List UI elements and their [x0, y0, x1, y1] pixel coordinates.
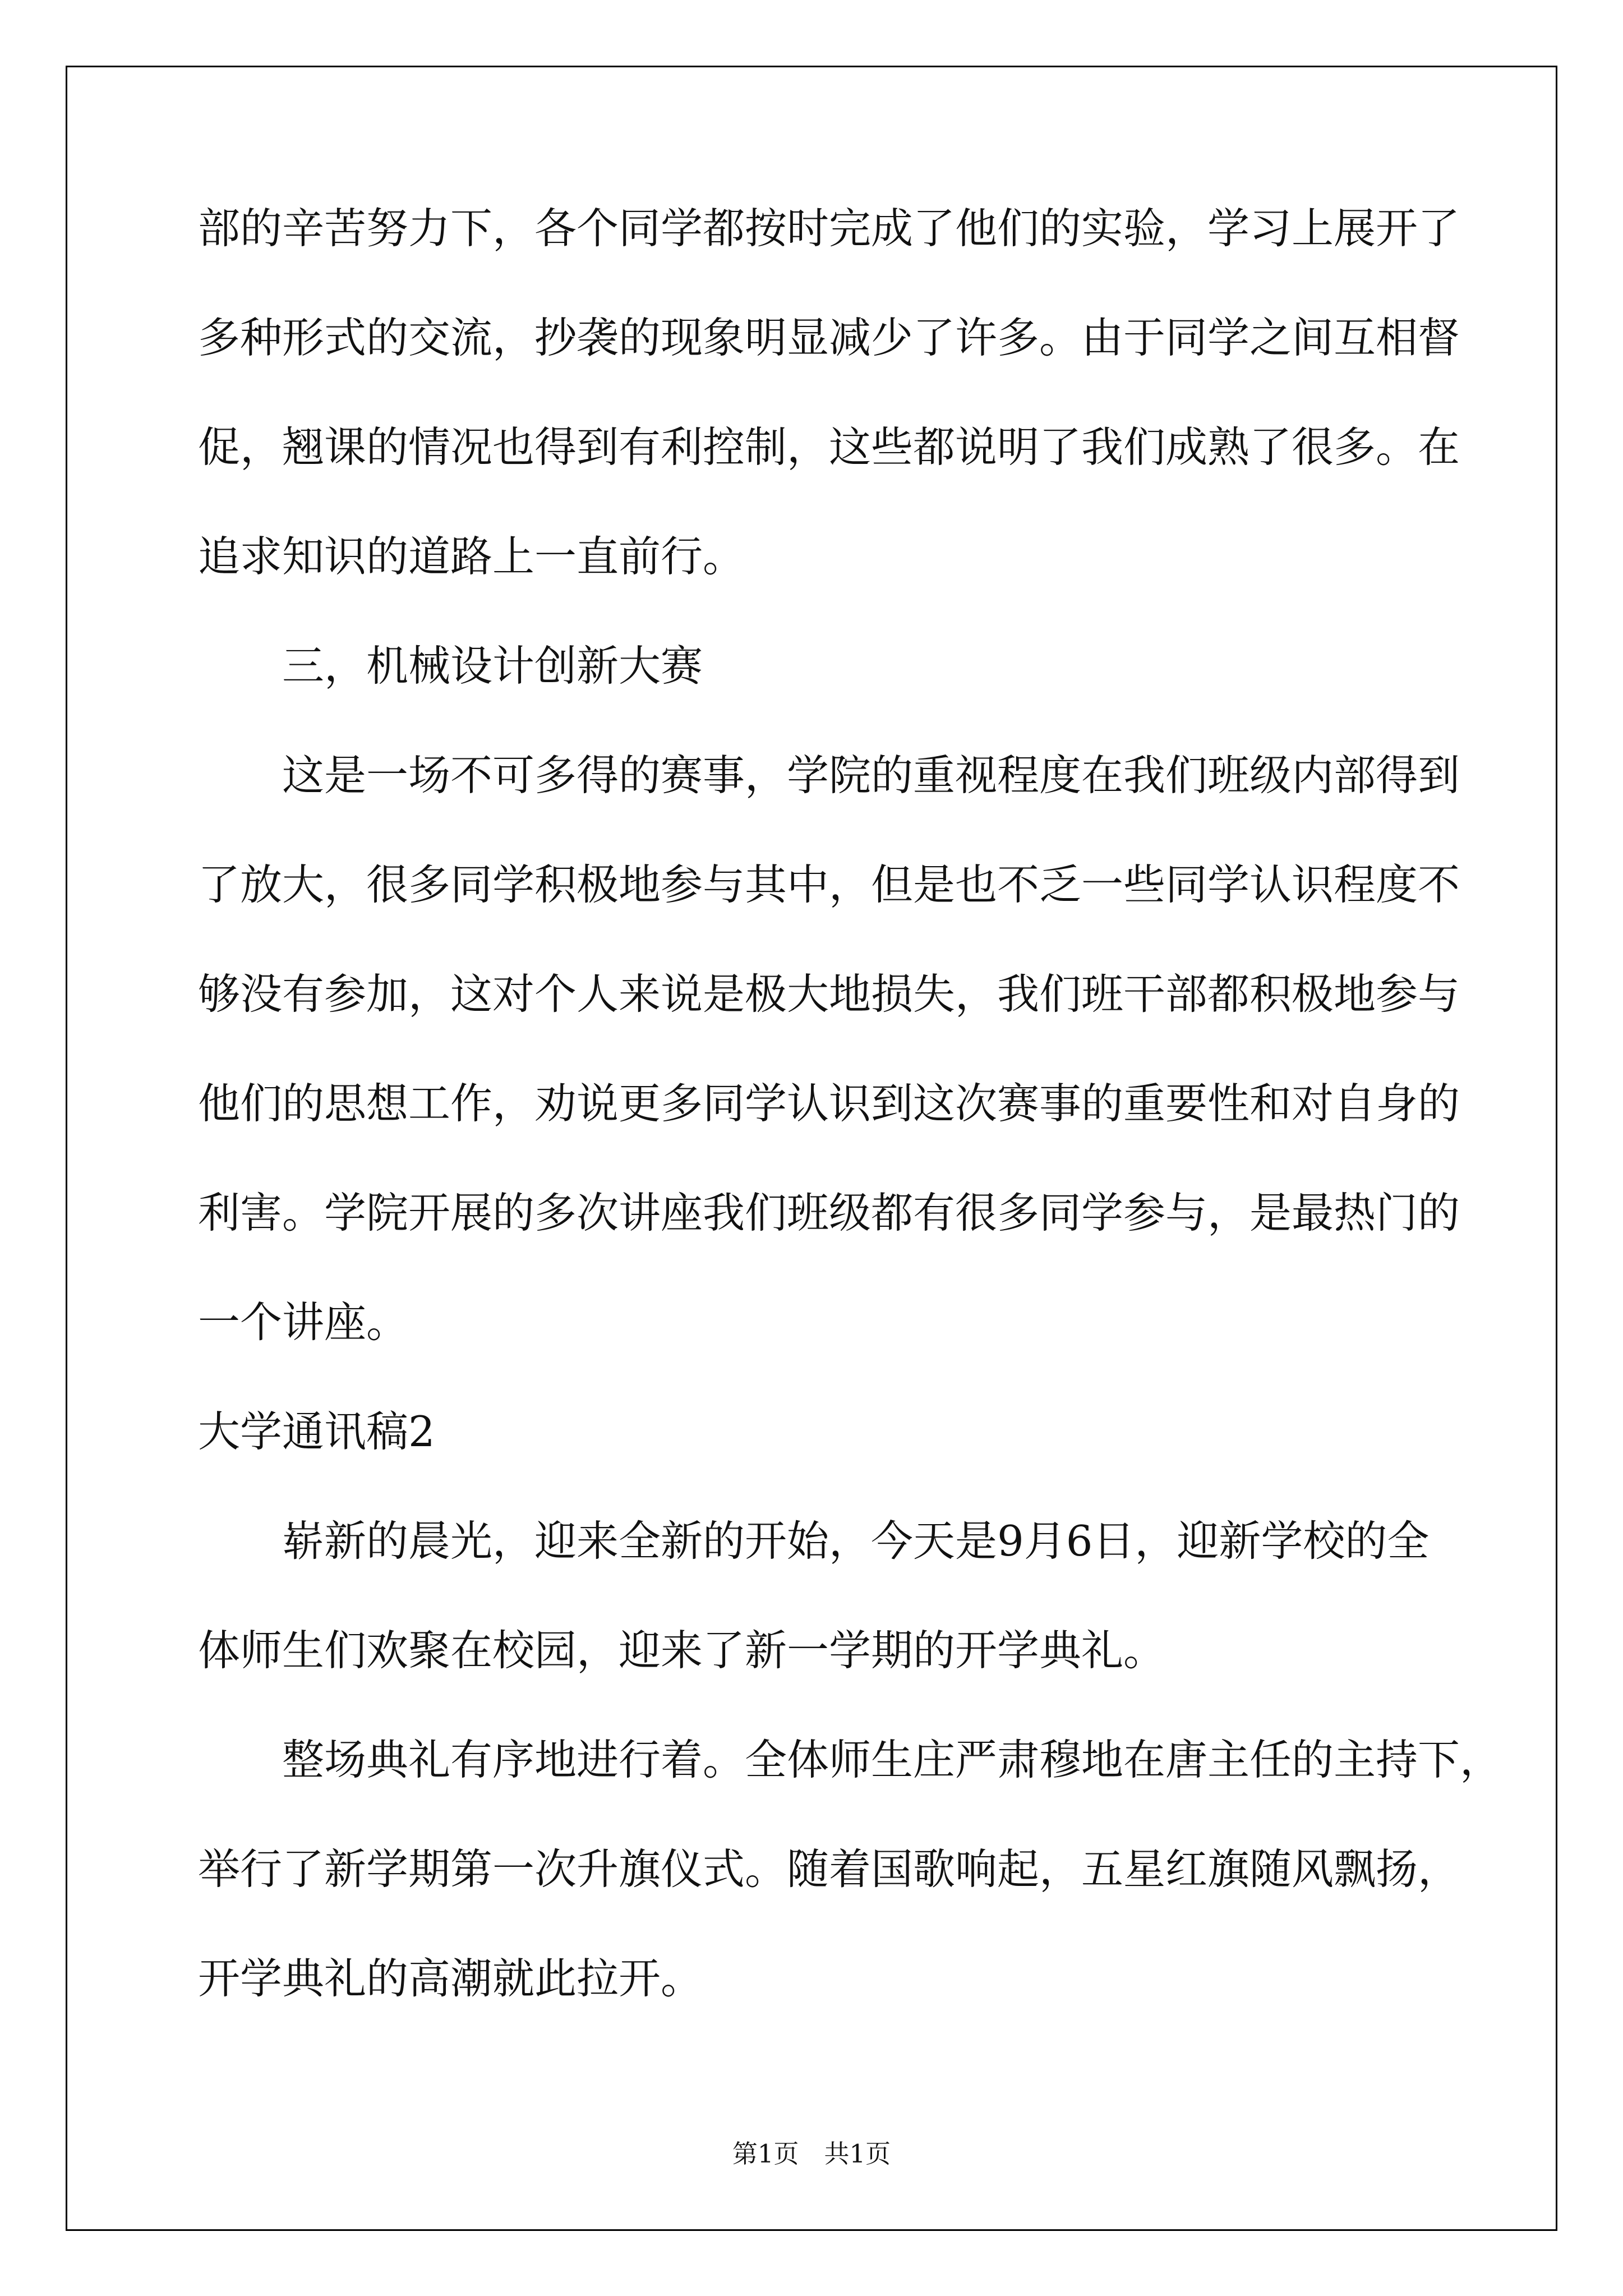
text-line: 一个讲座。 [198, 1297, 409, 1347]
page-number-footer: 第1页 共1页 [732, 2139, 891, 2169]
text-line: 利害。学院开展的多次讲座我们班级都有很多同学参与，是最热门的 [198, 1188, 1460, 1237]
text-line: 了放大，很多同学积极地参与其中，但是也不乏一些同学认识程度不 [198, 860, 1460, 909]
text-line: 举行了新学期第一次升旗仪式。随着国歌响起，五星红旗随风飘扬， [198, 1844, 1460, 1894]
section-heading: 三，机械设计创新大赛 [282, 641, 703, 691]
paragraph-start: 整场典礼有序地进行着。全体师生庄严肃穆地在唐主任的主持下， [282, 1735, 1502, 1784]
paragraph-start: 崭新的晨光，迎来全新的开始，今天是9月6日，迎新学校的全 [282, 1516, 1430, 1566]
text-line: 开学典礼的高潮就此拉开。 [198, 1954, 703, 2003]
text-line: 促，翘课的情况也得到有利控制，这些都说明了我们成熟了很多。在 [198, 422, 1460, 472]
page-border [66, 66, 1557, 2231]
article-title: 大学通讯稿2 [198, 1407, 435, 1456]
text-line: 体师生们欢聚在校园，迎来了新一学期的开学典礼。 [198, 1626, 1166, 1675]
text-line: 他们的思想工作，劝说更多同学认识到这次赛事的重要性和对自身的 [198, 1079, 1460, 1128]
text-line: 追求知识的道路上一直前行。 [198, 532, 745, 581]
paragraph-start: 这是一场不可多得的赛事，学院的重视程度在我们班级内部得到 [282, 751, 1460, 800]
text-line: 部的辛苦努力下，各个同学都按时完成了他们的实验，学习上展开了 [198, 204, 1460, 253]
text-line: 多种形式的交流，抄袭的现象明显减少了许多。由于同学之间互相督 [198, 313, 1460, 362]
text-line: 够没有参加，这对个人来说是极大地损失，我们班干部都积极地参与 [198, 969, 1460, 1019]
